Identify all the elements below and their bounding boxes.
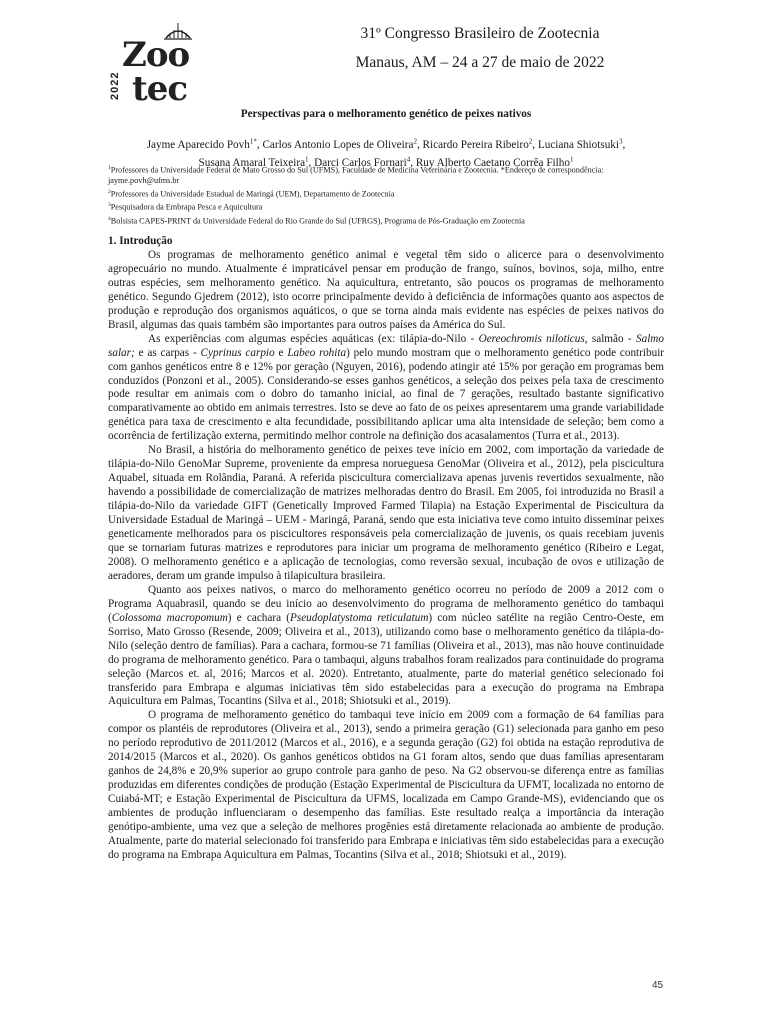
author: Susana Amaral Teixeira$^1$ <box>198 154 309 169</box>
affiliation: $^1$Professores da Universidade Federal de Mato Grosso do Sul (UFMS), Faculdade de Medicina Veterinária e Zootecnia. *Endereço de correspondência: jayme.povh@ufms.br <box>108 165 604 186</box>
logo-text-top: Zoo <box>122 35 190 75</box>
paragraph: No Brasil, a história do melhoramento genético de peixes teve início em 2002, com importação da variedade de tilápia-do-Nilo GenoMar Supreme, proveniente da empresa norueguesa GenoMar (Oliveira et al., 2012), pela piscicultura Aquabel, situada em Rolândia, Paraná. A referida piscicultura comercializava apenas juvenis revertidos sexualmente, não havendo a possibilidade de comercialização de matrizes melhoradas dentro do Brasil. Em 2005, foi introduzida no Brasil a tilápia-do-Nilo da variedade GIFT (Genetically Improved Farmed Tilapia) na Estação Experimental de Piscicultura da Universidade Estadual de Maringá – UEM - Maringá, Paraná, sendo que esta iniciativa teve como intuito disseminar peixes geneticamente melhorados para os piscicultores responsáveis pela comercialização de juvenis, os quais recebiam juvenis que se tornariam futuras matrizes e reprodutores para iniciar um programa de melhoramento genético (Ribeiro e Legat, 2008). O melhoramento genético e a aplicação de tecnologias, como reversão sexual, incubação de ovos e utilização de aeradores, deram um grande impulso à tilapicultura brasileira. <box>108 444 664 582</box>
section-heading: 1. Introdução <box>108 235 173 247</box>
zootec-logo-icon <box>104 22 222 108</box>
logo-year: 2022 <box>109 71 121 100</box>
author: Carlos Antonio Lopes de Oliveira$^2$ <box>262 137 417 151</box>
conference-location-date: Manaus, AM – 24 a 27 de maio de 2022 <box>355 54 605 71</box>
paragraph: O programa de melhoramento genético do tambaqui teve início em 2009 com a formação de 64 famílias para compor os plantéis de reprodutores (Oliveira et al., 2013), sendo a primeira geração (G1) selecionada para ganho em peso no período reprodutivo de 2011/2012 (Marcos et al., 2016), e a segunda geração (G2) foi obtida na estação reprodutiva de 2014/2015 (Marcos et al., 2020). Os ganhos genéticos obtidos na G1 foram altos, sendo que duas famílias apresentaram ganhos de 24,8% e 20,9% superior ao grupo controle para ganho de peso. Na G2 observou-se diferença entre as famílias produzidas em diferentes condições de produção (Estação Experimental de Piscicultura da UFMT, localizada no entorno de Cuiabá-MT; e Estação Experimental de Piscicultura da UFMS, localizada em Campo Grande-MS), evidenciando que os ambientes de produção influenciaram o desempenho das famílias. Este resultado realça a importância da interação genótipo-ambiente, uma vez que a seleção de melhores progênies está diretamente relacionada ao ambiente de produção. Atualmente, parte do material selecionado foi transferido para Embrapa e iniciativas têm sido estabelecidas para a execução do programa na Embrapa Aquicultura em Palmas, Tocantins (Silva et al., 2018; Shiotsuki et al., 2019). <box>108 709 664 861</box>
page-number: 45 <box>652 980 664 991</box>
conference-title: 31º Congresso Brasileiro de Zootecnia <box>360 25 600 42</box>
paper-body <box>108 235 664 863</box>
conference-logo <box>104 22 222 108</box>
affiliation: $^3$Pesquisadora da Embrapa Pesca e Aquicultura <box>108 202 263 212</box>
author: Luciana Shiotsuki$^3$ <box>537 137 623 151</box>
paragraph: Os programas de melhoramento genético animal e vegetal têm sido o alicerce para o desenvolvimento agropecuário no mundo. Atualmente é impraticável pensar em produção de frango, suínos, bovinos, soja, milho, entre outras espécies, sem melhoramento genético. Na aquicultura, entretanto, são poucos os programas de melhoramento genético. Segundo Gjedrem (2012), isto ocorre principalmente devido à deficiência de informações quanto aos aspectos de produção e reprodução dos organismos aquáticos, o que se torna ainda mais evidente nas espécies de peixes nativos do Brasil, algumas das quais também são importantes para outros países da América do Sul. <box>108 248 664 331</box>
paragraph: As experiências com algumas espécies aquáticas (ex: tilápia-do-Nilo - Oereochromis niloticus, salmão - Salmo salar; e as carpas - Cyprinus carpio e Labeo rohita) pelo mundo mostram que o melhoramento genético pode contribuir com ganhos genéticos entre 8 e 12% por geração (Nguyen, 2016), podendo atingir até 15% por geração em programas bem conduzidos (Ponzoni et al., 2005). Considerando-se esses ganhos genéticos, a seleção dos peixes pela taxa de crescimento pode resultar em animais com o dobro do tamanho inicial, ao final de 7 gerações, resultado bastante significativo comparativamente ao obtido em animais terrestres. Isto se deve ao fato de os peixes apresentarem uma grande variabilidade genética para taxa de crescimento e alta fecundidade, possibilitando aplicar uma alta intensidade de seleção; bem como a ocorrência de fertilização externa, permitindo melhor controle na definição dos acasalamentos (Turra et al., 2013). <box>108 332 665 443</box>
affiliations <box>108 163 664 227</box>
author: Darci Carlos Fornari$^4$ <box>314 154 411 169</box>
conference-header <box>230 24 730 73</box>
paragraph: Quanto aos peixes nativos, o marco do melhoramento genético ocorreu no período de 2009 a 2012 com o Programa Aquabrasil, quando se deu início ao desenvolvimento do programa de melhoramento genético do tambaqui (Colossoma macropomum) e cachara (Pseudoplatystoma reticulatum) com núcleo satélite na região Centro-Oeste, em Sorriso, Mato Grosso (Resende, 2009; Oliveira et al., 2013), utilizando como base o melhoramento genético da tilápia-do-Nilo (seleção dentro de famílias). Para a cachara, formou-se 71 famílias (Oliveira et al., 2013), mas não houve continuidade do programa de melhoramento genético. Para o tambaqui, alguns trabalhos foram realizados para continuidade do programa seleção (Marcos et. al, 2016; Marcos et al. 2020). Entretanto, atualmente, parte do material genético selecionado foi transferido para Embrapa e algumas iniciativas têm sido estabelecidas para a execução do programa na Embrapa Aquicultura em Palmas, Tocantins (Silva et al., 2018; Shiotsuki et al., 2019). <box>108 583 664 708</box>
author: Ruy Alberto Caetano Corrêa Filho$^1$ <box>415 154 574 169</box>
author-list: Jayme Aparecido Povh$^{1*}$, Carlos Antonio Lopes de Oliveira$^2$, Ricardo Pereira Ribeiro$^2$, Luciana Shiotsuki$^3$, Susana Amaral Teixeira$^1$, Darci Carlos Fornari$^4$, Ruy Alberto Caetano Corrêa Filho$^1$ <box>146 137 626 169</box>
affiliation: $^2$Professores da Universidade Estadual de Maringá (UEM), Departamento de Zootecnia <box>108 188 395 199</box>
affiliation: $^4$Bolsista CAPES-PRINT da Universidade Federal do Rio Grande do Sul (UFRGS), Programa de Pós-Graduação em Zootecnia <box>108 215 525 226</box>
author: Ricardo Pereira Ribeiro$^2$ <box>422 137 533 151</box>
logo-text-bottom: tec <box>132 69 188 108</box>
author: Jayme Aparecido Povh$^{1*}$ <box>146 137 257 151</box>
paper-title: Perspectivas para o melhoramento genético de peixes nativos <box>240 108 532 120</box>
